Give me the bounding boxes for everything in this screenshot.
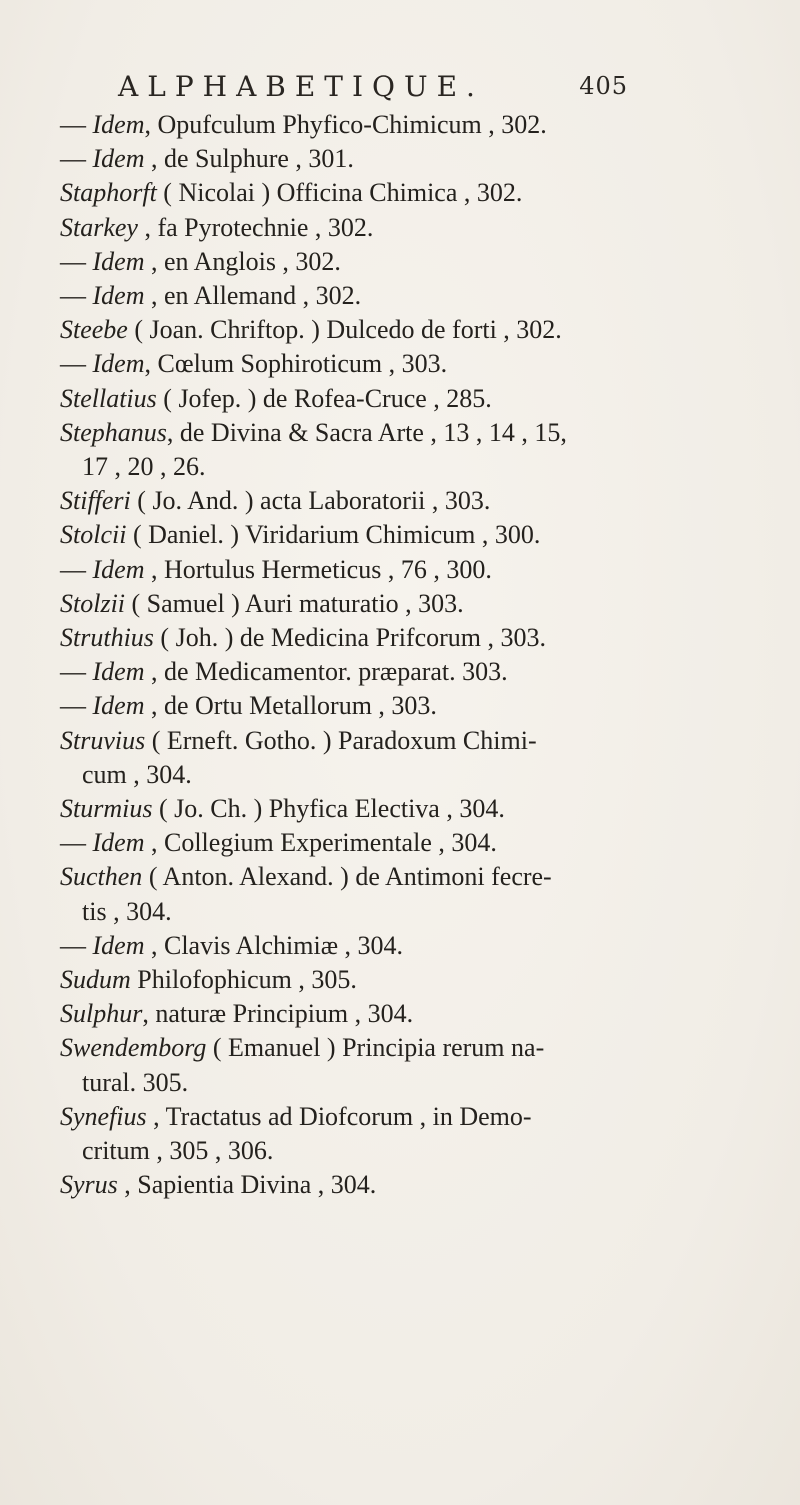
- entry-headword: Idem: [92, 110, 145, 139]
- index-entry: [60, 1100, 640, 1134]
- index-entry: [60, 416, 640, 450]
- entry-text: ( Nicolai ) Officina Chimica , 302.: [156, 178, 523, 208]
- entry-dash: —: [60, 828, 93, 858]
- entry-headword: Sudum: [60, 965, 131, 995]
- entry-dash: —: [60, 349, 93, 379]
- entry-headword: Idem: [92, 828, 145, 858]
- entry-headword: Synefius: [60, 1101, 147, 1131]
- index-entry: [60, 963, 640, 997]
- entry-text: cum , 304.: [82, 759, 192, 789]
- running-title: ALPHABETIQUE.: [118, 70, 484, 103]
- entry-headword: Stolcii: [60, 520, 127, 550]
- entry-text: , Tractatus ad Diofcorum , in Demo-: [146, 1101, 532, 1131]
- entry-text: , fa Pyrotechnie , 302.: [137, 212, 374, 242]
- entry-text: ( Jofep. ) de Rofea-Cruce , 285.: [156, 383, 492, 413]
- entry-headword: Starkey: [60, 212, 138, 242]
- entry-text: tis , 304.: [82, 896, 172, 926]
- index-entry: [60, 176, 640, 210]
- entry-headword: Steebe: [60, 315, 128, 345]
- index-entry: [60, 382, 640, 416]
- entry-text: tural. 305.: [82, 1067, 189, 1097]
- index-entry: [60, 587, 640, 621]
- index-entry: [60, 1168, 640, 1202]
- entry-text: , Hortulus Hermeticus , 76 , 300.: [144, 554, 492, 584]
- entry-headword: Stephanus: [60, 417, 167, 447]
- entry-text: ( Samuel ) Auri maturatio , 303.: [125, 588, 464, 618]
- entry-headword: Staphorft: [60, 178, 157, 208]
- entry-text: , de Medicamentor. præparat. 303.: [144, 657, 508, 687]
- index-entry-continuation: [60, 758, 640, 792]
- entry-headword: Stellatius: [60, 383, 157, 413]
- entry-dash: —: [60, 281, 93, 311]
- entry-dash: —: [60, 110, 93, 139]
- index-entry-continuation: [60, 1066, 640, 1100]
- entry-dash: —: [60, 246, 93, 276]
- entry-headword: Stifferi: [60, 486, 131, 516]
- entry-text: , de Divina & Sacra Arte , 13 , 14 , 15,: [166, 417, 567, 447]
- entry-text: , Sapientia Divina , 304.: [117, 1170, 377, 1200]
- entry-headword: Swendemborg: [60, 1033, 207, 1063]
- entry-text: , Collegium Experimentale , 304.: [144, 828, 497, 858]
- entry-text: Philofophicum , 305.: [130, 965, 357, 995]
- index-entry: [60, 792, 640, 826]
- index-entry: [60, 484, 640, 518]
- index-entry: [60, 142, 640, 176]
- index-entry: [60, 347, 640, 381]
- entry-text: , en Allemand , 302.: [144, 281, 362, 311]
- entry-text: , de Sulphure , 301.: [144, 144, 354, 174]
- entry-text: , naturæ Principium , 304.: [142, 999, 414, 1029]
- entry-headword: Idem: [92, 930, 145, 960]
- entry-headword: Struthius: [60, 623, 154, 653]
- index-entry: [60, 997, 640, 1031]
- entry-text: ( Daniel. ) Viridarium Chimicum , 300.: [126, 520, 541, 550]
- index-entry-list: [60, 108, 640, 1203]
- index-entry-continuation: [60, 895, 640, 929]
- index-entry: [60, 313, 640, 347]
- index-entry: [60, 279, 640, 313]
- entry-headword: Sturmius: [60, 794, 153, 824]
- index-entry: [60, 553, 640, 587]
- entry-text: ( Jo. Ch. ) Phyfica Electiva , 304.: [152, 794, 505, 824]
- entry-text: , en Anglois , 302.: [144, 246, 341, 276]
- entry-headword: Idem: [92, 144, 145, 174]
- index-entry: [60, 211, 640, 245]
- entry-headword: Struvius: [60, 725, 146, 755]
- entry-headword: Idem: [92, 349, 145, 379]
- entry-headword: Idem: [92, 657, 145, 687]
- index-entry-continuation: [60, 450, 640, 484]
- page-number: 405: [579, 72, 628, 100]
- entry-headword: Sulphur: [60, 999, 143, 1029]
- index-entry: [60, 108, 640, 142]
- entry-text: ( Anton. Alexand. ) de Antimoni fecre-: [142, 862, 552, 892]
- index-entry: [60, 929, 640, 963]
- entry-dash: —: [60, 144, 93, 174]
- index-entry: [60, 518, 640, 552]
- index-entry: [60, 826, 640, 860]
- index-entry: [60, 621, 640, 655]
- entry-headword: Idem: [92, 691, 145, 721]
- entry-headword: Syrus: [60, 1170, 118, 1200]
- entry-dash: —: [60, 554, 93, 584]
- entry-text: ( Erneft. Gotho. ) Paradoxum Chimi-: [145, 725, 537, 755]
- entry-text: critum , 305 , 306.: [82, 1136, 274, 1166]
- entry-text: 17 , 20 , 26.: [82, 452, 206, 482]
- entry-headword: Idem: [92, 246, 145, 276]
- index-entry: [60, 860, 640, 894]
- index-entry: [60, 245, 640, 279]
- entry-text: ( Emanuel ) Principia rerum na-: [206, 1033, 545, 1063]
- entry-headword: Sucthen: [60, 862, 143, 892]
- index-entry: [60, 689, 640, 723]
- entry-text: , Cœlum Sophiroticum , 303.: [144, 349, 448, 379]
- entry-text: , Opufculum Phyfico-Chimicum , 302.: [144, 110, 547, 139]
- entry-text: ( Jo. And. ) acta Laboratorii , 303.: [130, 486, 491, 516]
- index-entry: [60, 1031, 640, 1065]
- entry-headword: Stolzii: [60, 588, 126, 618]
- entry-headword: Idem: [92, 281, 145, 311]
- entry-dash: —: [60, 691, 93, 721]
- entry-text: , de Ortu Metallorum , 303.: [144, 691, 437, 721]
- entry-headword: Idem: [92, 554, 145, 584]
- index-entry: [60, 655, 640, 689]
- index-entry-continuation: [60, 1134, 640, 1168]
- running-header: [118, 70, 628, 103]
- entry-text: ( Joh. ) de Medicina Prifcorum , 303.: [153, 623, 547, 653]
- index-entry: [60, 724, 640, 758]
- entry-dash: —: [60, 930, 93, 960]
- entry-text: , Clavis Alchimiæ , 304.: [144, 930, 404, 960]
- entry-text: ( Joan. Chriftop. ) Dulcedo de forti , 302.: [127, 315, 562, 345]
- entry-dash: —: [60, 657, 93, 687]
